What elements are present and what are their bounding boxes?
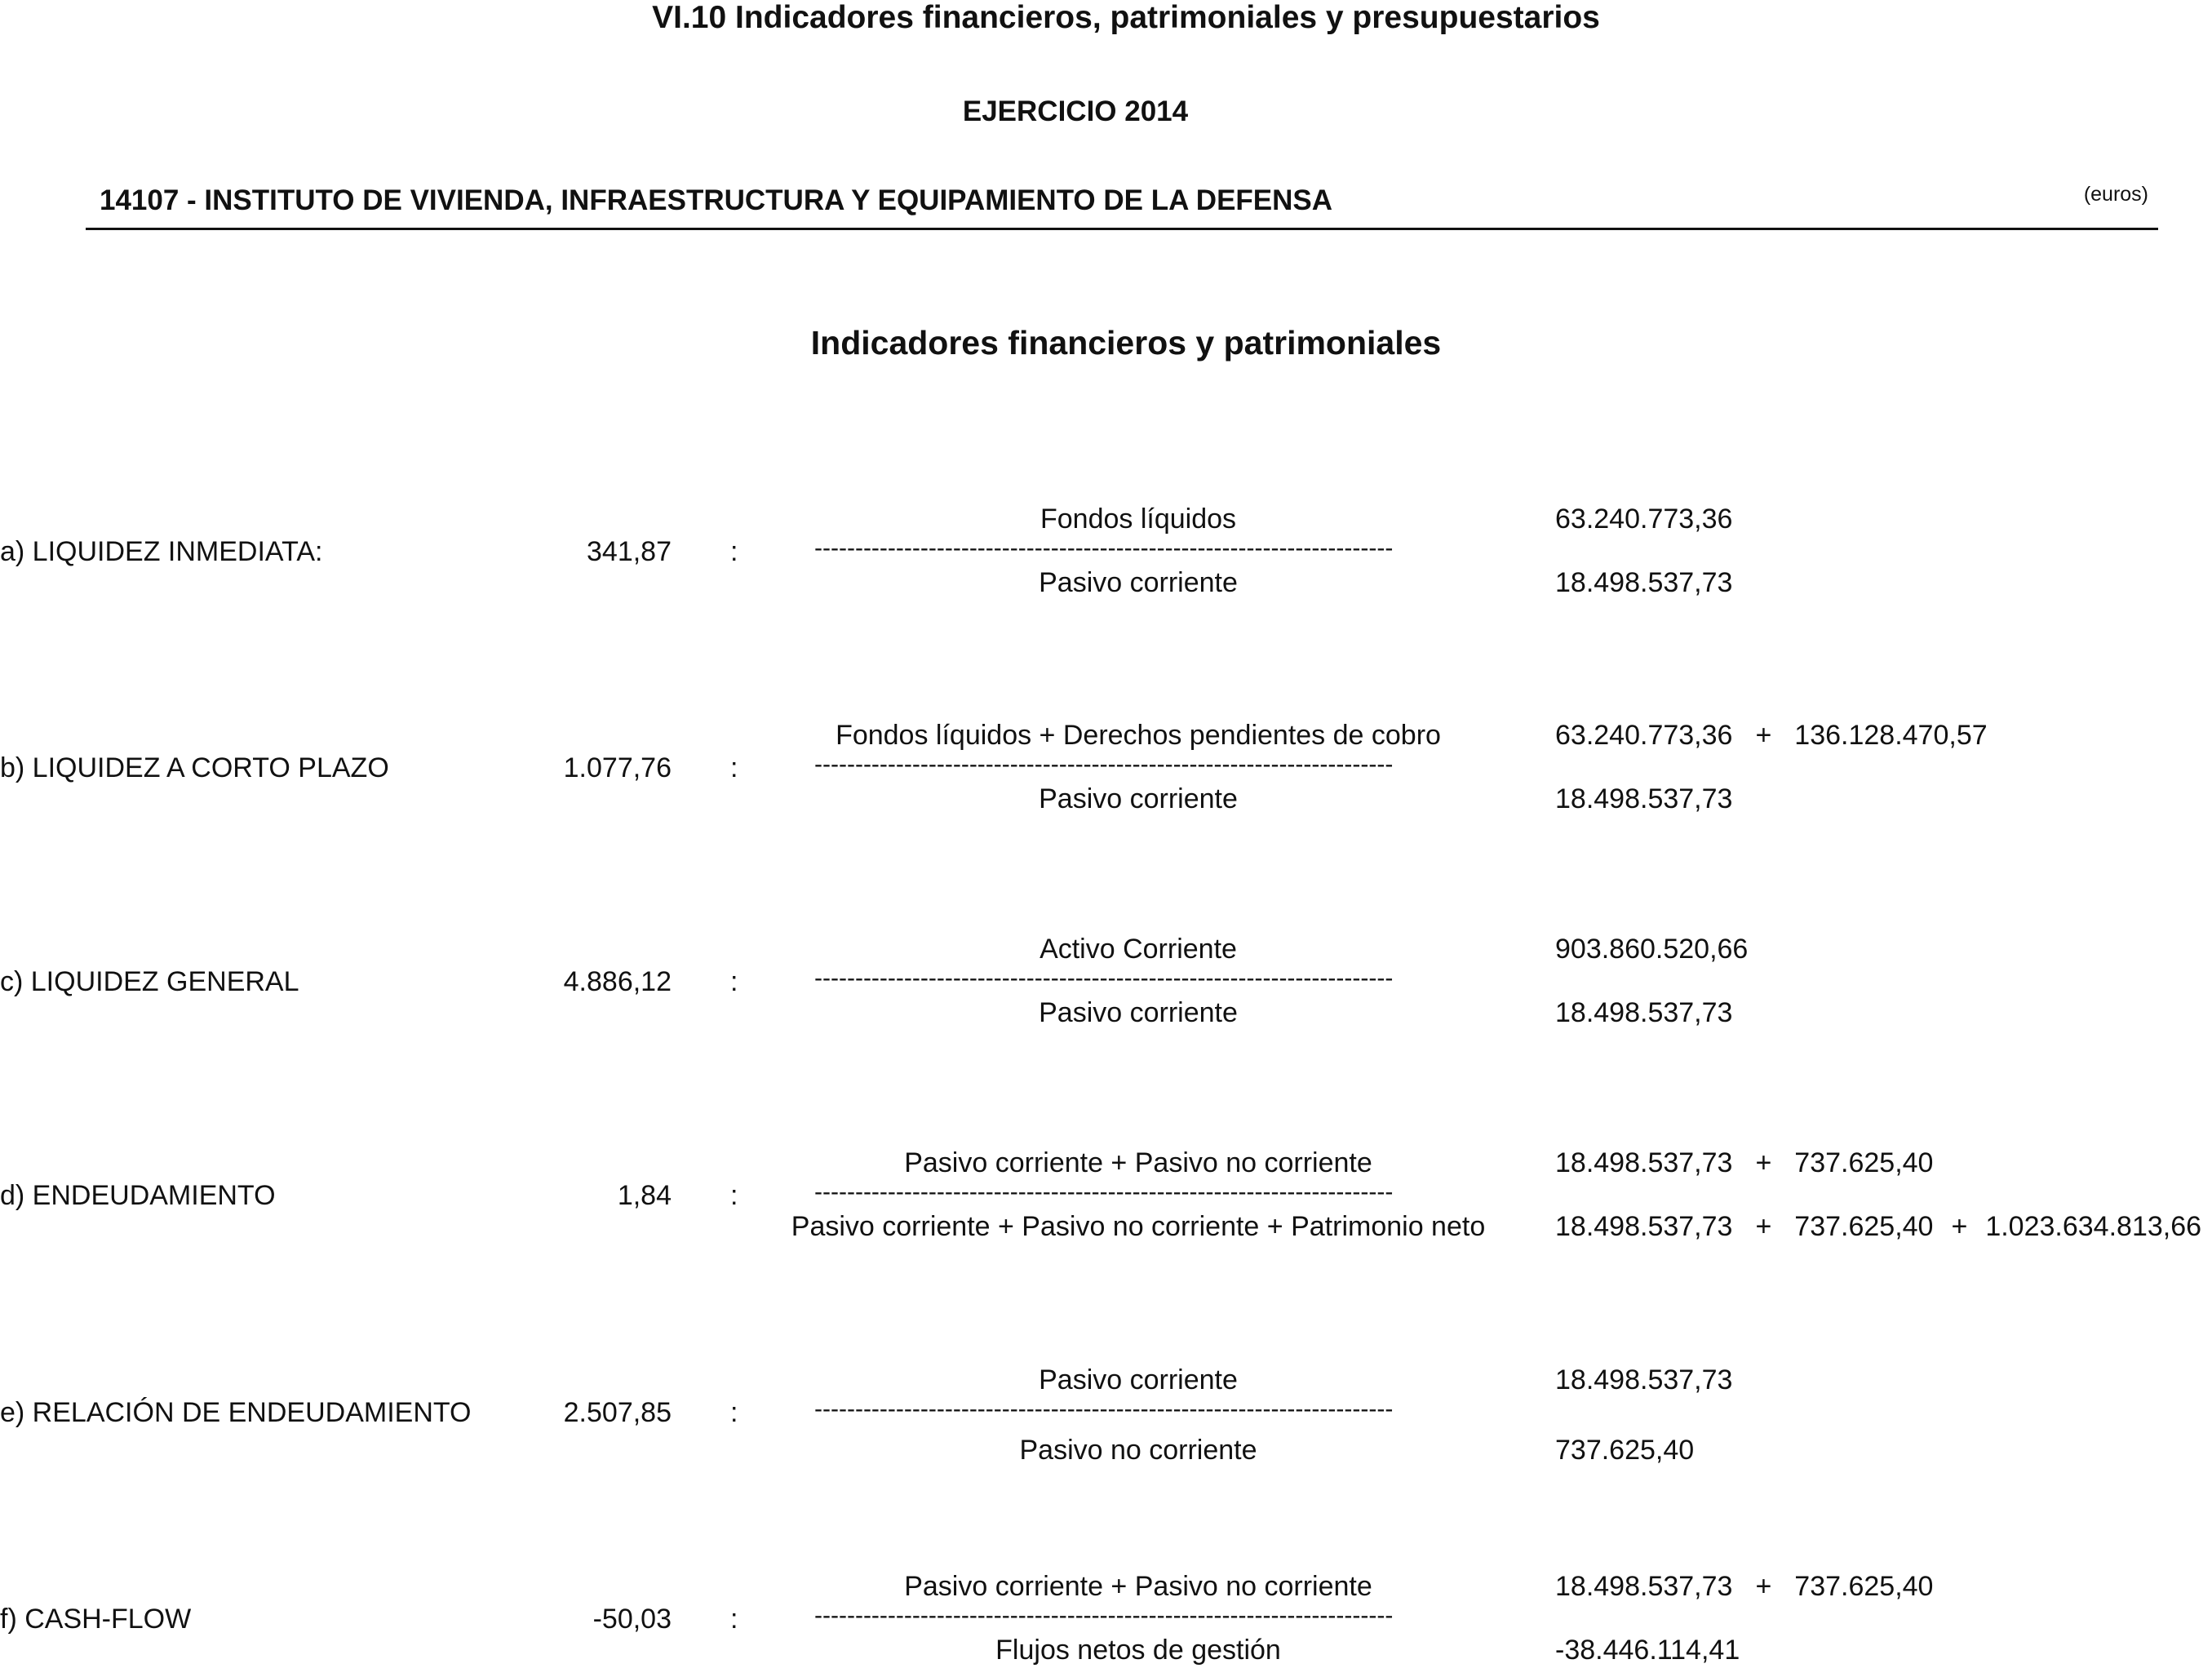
indicator-label: d) ENDEUDAMIENTO: [0, 1180, 276, 1211]
units-label: (euros): [2083, 183, 2148, 206]
denominator-values: [1555, 783, 1732, 815]
numerator-values: [1555, 1364, 1732, 1396]
report-title: VI.10 Indicadores financieros, patrimoniales y presupuestarios: [652, 0, 1600, 35]
amount: 18.498.537,73: [1555, 783, 1733, 814]
amount: 18.498.537,73: [1555, 567, 1733, 598]
numerator-values: [1555, 504, 1732, 535]
denominator-values: [1555, 567, 1732, 599]
plus-sign: +: [1755, 1211, 1772, 1242]
amount: 737.625,40: [1555, 1435, 1695, 1466]
numerator-values: [1555, 720, 1988, 752]
indicator-value: 1.077,76: [563, 752, 672, 783]
denominator-formula: Pasivo no corriente: [1019, 1435, 1257, 1466]
separator-colon: :: [730, 536, 738, 567]
separator-colon: :: [730, 1397, 738, 1428]
numerator-values: [1555, 934, 1748, 965]
denominator-formula: Flujos netos de gestión: [995, 1635, 1281, 1666]
fraction-line: -----------------------------------------------------------------------: [814, 965, 1394, 992]
amount: 1.023.634.813,66: [1985, 1211, 2202, 1242]
numerator-formula: Pasivo corriente + Pasivo no corriente: [904, 1571, 1372, 1602]
indicator-label: b) LIQUIDEZ A CORTO PLAZO: [0, 752, 389, 783]
numerator-formula: Fondos líquidos: [1040, 504, 1237, 535]
indicator-row-liquidez-corto-plazo: [0, 720, 2212, 826]
numerator-values: [1555, 1571, 1933, 1603]
indicator-value: 341,87: [587, 536, 672, 567]
header-divider: [86, 228, 2158, 230]
indicator-value: -50,03: [592, 1604, 672, 1635]
indicator-label: a) LIQUIDEZ INMEDIATA:: [0, 536, 323, 567]
exercise-year: EJERCICIO 2014: [962, 95, 1189, 127]
numerator-formula: Pasivo corriente: [1039, 1364, 1238, 1395]
plus-sign: +: [1755, 1571, 1772, 1602]
denominator-formula: Pasivo corriente: [1039, 997, 1238, 1028]
denominator-formula: Pasivo corriente + Pasivo no corriente + Patrimonio neto: [791, 1211, 1486, 1242]
amount: 903.860.520,66: [1555, 934, 1749, 965]
separator-colon: :: [730, 1604, 738, 1635]
amount: 18.498.537,73: [1555, 1364, 1733, 1395]
indicator-label: e) RELACIÓN DE ENDEUDAMIENTO: [0, 1397, 472, 1428]
numerator-formula: Pasivo corriente + Pasivo no corriente: [904, 1147, 1372, 1178]
denominator-formula: Pasivo corriente: [1039, 567, 1238, 598]
amount: 136.128.470,57: [1794, 720, 1988, 751]
indicator-value: 2.507,85: [563, 1397, 672, 1428]
denominator-formula: Pasivo corriente: [1039, 783, 1238, 814]
fraction-line: -----------------------------------------------------------------------: [814, 751, 1394, 778]
plus-sign: +: [1755, 1147, 1772, 1178]
amount: 63.240.773,36: [1555, 720, 1733, 751]
plus-sign: +: [1951, 1211, 1968, 1242]
separator-colon: :: [730, 752, 738, 783]
denominator-values: [1555, 1635, 1740, 1666]
separator-colon: :: [730, 966, 738, 997]
section-title: Indicadores financieros y patrimoniales: [810, 324, 1442, 362]
indicator-label: c) LIQUIDEZ GENERAL: [0, 966, 299, 997]
amount: 18.498.537,73: [1555, 997, 1733, 1028]
indicator-row-liquidez-general: [0, 934, 2212, 1040]
fraction-line: -----------------------------------------------------------------------: [814, 1395, 1394, 1422]
denominator-values: [1555, 997, 1732, 1029]
indicator-label: f) CASH-FLOW: [0, 1604, 192, 1635]
entity-name: 14107 - INSTITUTO DE VIVIENDA, INFRAESTRUCTURA Y EQUIPAMIENTO DE LA DEFENSA: [100, 184, 1333, 216]
fraction-line: -----------------------------------------------------------------------: [814, 1602, 1394, 1629]
indicator-row-cash-flow: [0, 1571, 2212, 1677]
indicator-row-endeudamiento: [0, 1147, 2212, 1253]
indicator-row-liquidez-inmediata: [0, 504, 2212, 610]
denominator-values: [1555, 1211, 2201, 1243]
fraction-line: -----------------------------------------------------------------------: [814, 1178, 1394, 1205]
numerator-formula: Fondos líquidos + Derechos pendientes de cobro: [836, 720, 1441, 751]
numerator-values: [1555, 1147, 1933, 1179]
denominator-values: [1555, 1435, 1694, 1466]
indicator-value: 4.886,12: [563, 966, 672, 997]
numerator-formula: Activo Corriente: [1040, 934, 1237, 965]
amount: 18.498.537,73: [1555, 1571, 1733, 1602]
amount: 18.498.537,73: [1555, 1147, 1733, 1178]
amount: -38.446.114,41: [1555, 1635, 1740, 1666]
separator-colon: :: [730, 1180, 738, 1211]
amount: 63.240.773,36: [1555, 504, 1733, 535]
amount: 737.625,40: [1794, 1147, 1934, 1178]
amount: 737.625,40: [1794, 1211, 1934, 1242]
indicator-value: 1,84: [617, 1180, 672, 1211]
fraction-line: -----------------------------------------------------------------------: [814, 535, 1394, 561]
plus-sign: +: [1755, 720, 1772, 751]
amount: 737.625,40: [1794, 1571, 1934, 1602]
indicator-row-relacion-endeudamiento: [0, 1364, 2212, 1471]
amount: 18.498.537,73: [1555, 1211, 1733, 1242]
